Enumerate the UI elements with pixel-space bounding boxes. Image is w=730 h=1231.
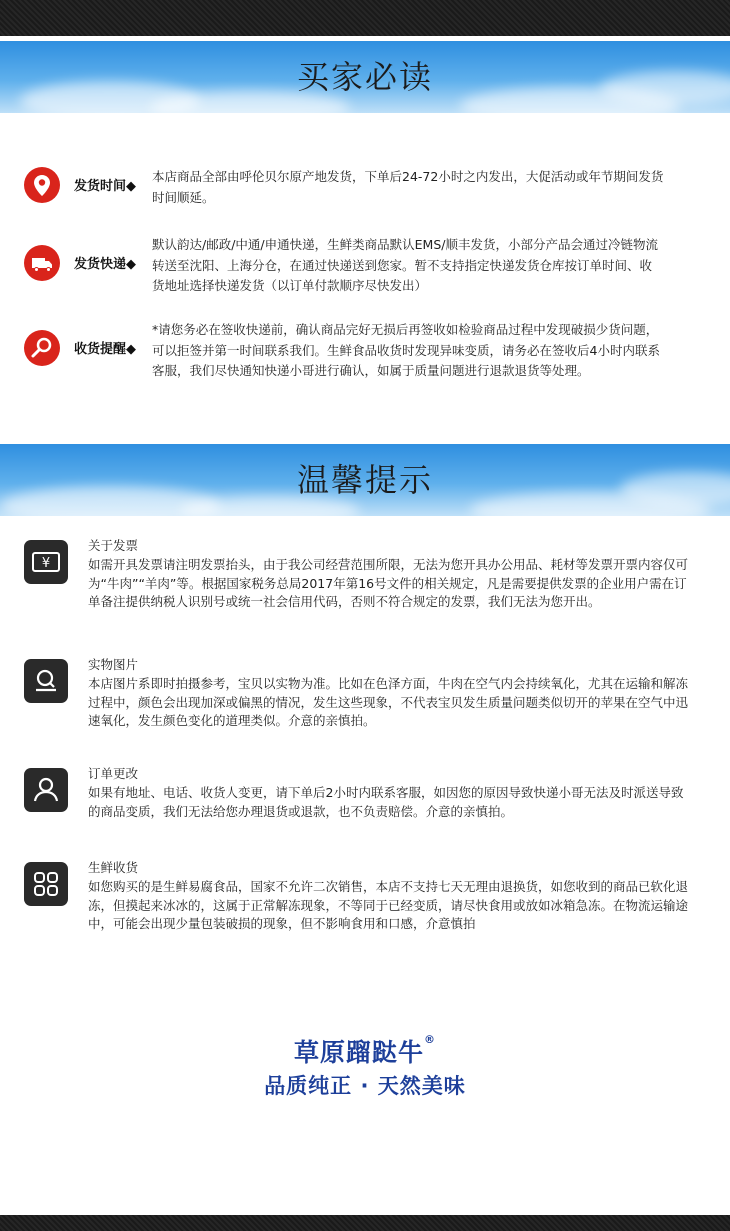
tip-text: 如果有地址、电话、收货人变更，请下单后2小时内联系客服，如因您的原因导致快递小哥无法及时派送导致的商品变质，我们无法给您办理退货或退款，也不负责赔偿。介意的亲慎拍。 <box>88 785 684 819</box>
truck-icon <box>24 245 60 281</box>
notice-text: *请您务必在签收快递前，确认商品完好无损后再签收如检验商品过程中发现破损少货问题，可以拒签并第一时间联系我们。生鲜食品收货时发现异味变质，请务必在签收后4小时内联系客服，我们尽快通知快递小哥进行确认，如属于质量问题进行退款退货等处理。 <box>152 322 660 378</box>
brand-slogan: 品质纯正 · 天然美味 <box>264 1074 466 1098</box>
notice-label: 发货快递◆ <box>74 257 136 272</box>
section-title: 温馨提示 <box>296 461 433 499</box>
svg-text:¥: ¥ <box>41 556 51 571</box>
registered-mark: ® <box>424 1033 436 1046</box>
tip-heading: 实物图片 <box>88 657 139 672</box>
notice-text: 默认韵达/邮政/中通/申通快递，生鲜类商品默认EMS/顺丰发货，小部分产品会通过冷链物流转送至沈阳、上海分仓，在通过快递送到您家。暂不支持指定快递发货仓库按订单时间、收货地址选择快递发货（以订单付款顺序尽快发出） <box>152 237 658 293</box>
location-pin-icon <box>24 167 60 203</box>
notice-shipping-time <box>24 167 674 237</box>
tip-text: 本店图片系即时拍摄参考，宝贝以实物为准。比如在色泽方面，牛肉在空气内会持续氧化，尤其在运输和解冻过程中，颜色会出现加深或偏黑的情况，发生这些现象，不代表宝贝发生质量问题类似切开的苹果在空气中迅速氧化，发生颜色变化的道理类似。介意的亲慎拍。 <box>88 676 689 728</box>
tip-heading: 订单更改 <box>88 766 139 781</box>
bottom-dark-strip <box>0 1215 730 1231</box>
tip-heading: 关于发票 <box>88 538 139 553</box>
top-dark-strip <box>0 0 730 36</box>
notice-text: 本店商品全部由呼伦贝尔原产地发货，下单后24-72小时之内发出，大促活动或年节期间发货时间顺延。 <box>152 169 664 205</box>
buyer-notice-banner <box>0 41 730 113</box>
tip-text: 如需开具发票请注明发票抬头，由于我公司经营范围所限，无法为您开具办公用品、耗材等发票开票内容仅可为“牛肉”“羊肉”等。根据国家税务总局2017年第16号文件的相关规定，凡是需要提供发票的企业用户需在订单备注提供纳税人识别号或统一社会信用代码，否则不符合规定的发票，我们无法为您开出。 <box>88 557 689 609</box>
user-icon <box>24 768 68 812</box>
notice-label: 发货时间◆ <box>74 179 136 194</box>
section-title: 买家必读 <box>296 58 433 96</box>
search-photo-icon <box>24 659 68 703</box>
magnifier-icon <box>24 330 60 366</box>
tip-heading: 生鲜收货 <box>88 860 139 875</box>
notice-receipt-reminder <box>24 322 674 400</box>
warm-tips-banner <box>0 444 730 516</box>
tip-text: 如您购买的是生鲜易腐食品，国家不允许二次销售，本店不支持七天无理由退换货，如您收到的商品已软化退冻，但摸起来冰冰的，这属于正常解冻现象，不等同于已经变质，请尽快食用或放如冰箱急冻。在物流运输途中，可能会出现少量包装破损的现象，但不影响食用和口感，介意慎拍 <box>88 879 689 931</box>
invoice-yen-icon <box>24 540 68 584</box>
notice-courier <box>24 237 674 315</box>
brand-name: 草原蹓跶牛® <box>293 1033 436 1067</box>
grid-icon <box>24 862 68 906</box>
notice-label: 收货提醒◆ <box>74 342 136 357</box>
